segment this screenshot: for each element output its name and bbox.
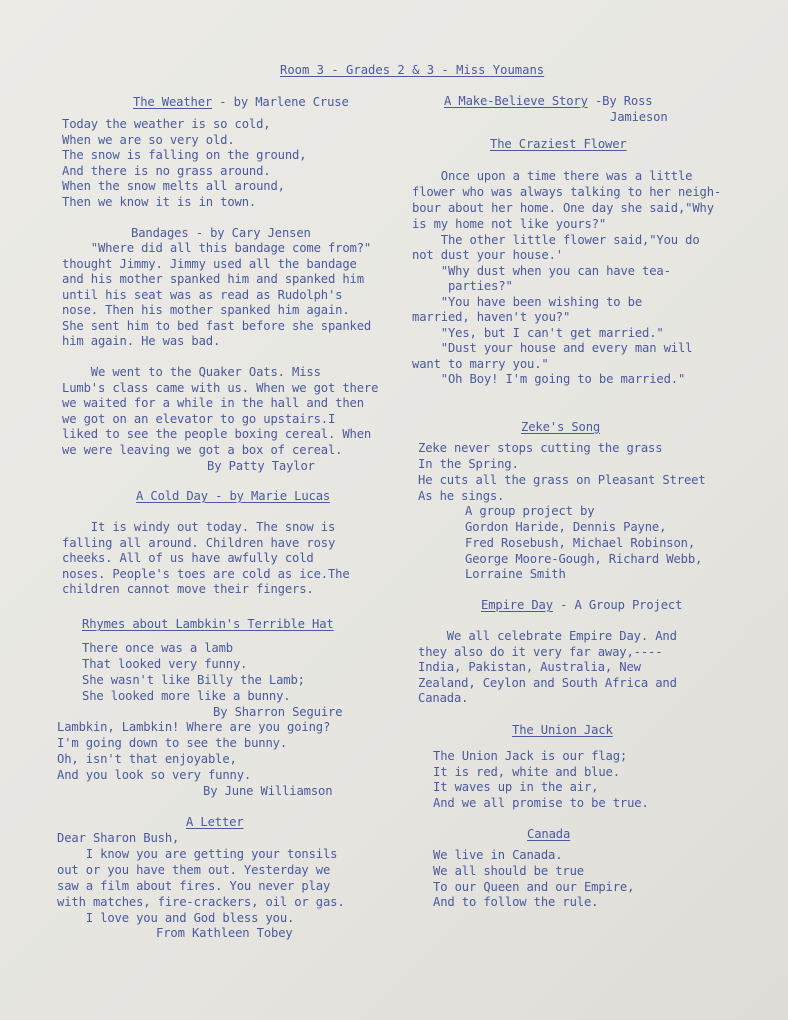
quaker-line: we got on an elevator to go upstairs.I bbox=[62, 412, 336, 426]
quaker-line: We went to the Quaker Oats. Miss bbox=[62, 365, 321, 379]
flower-line: The other little flower said,"You do bbox=[412, 233, 700, 247]
quaker-line: Lumb's class came with us. When we got there bbox=[62, 381, 379, 395]
bandages-line: until his seat was as read as Rudolph's bbox=[62, 288, 343, 302]
empire-line: India, Pakistan, Australia, New bbox=[418, 660, 641, 674]
zeke-line: As he sings. bbox=[418, 489, 505, 503]
union-line: The Union Jack is our flag; bbox=[433, 749, 628, 763]
quaker-line: liked to see the people boxing cereal. When bbox=[62, 427, 372, 441]
empire-subtitle: - A Group Project bbox=[552, 598, 683, 612]
weather-byline: - by Marlene Cruse bbox=[212, 95, 349, 109]
zeke-credit-line: Lorraine Smith bbox=[465, 567, 566, 581]
zeke-title: Zeke's Song bbox=[521, 420, 601, 434]
canada-line: We live in Canada. bbox=[433, 848, 563, 862]
flower-line: want to marry you." bbox=[412, 357, 549, 371]
coldday-line: falling all around. Children have rosy bbox=[62, 536, 336, 550]
letter-line: I know you are getting your tonsils bbox=[57, 847, 338, 861]
letter-line: Dear Sharon Bush, bbox=[57, 831, 180, 845]
rhymes-title: Rhymes about Lambkin's Terrible Hat bbox=[82, 617, 334, 631]
weather-line: Then we know it is in town. bbox=[62, 195, 257, 209]
weather-line: When we are so very old. bbox=[62, 133, 235, 147]
empire-line: We all celebrate Empire Day. And bbox=[418, 629, 677, 643]
flower-title: The Craziest Flower bbox=[490, 137, 627, 151]
coldday-line: children cannot move their fingers. bbox=[62, 582, 314, 596]
rhymes-verse1-line: That looked very funny. bbox=[82, 657, 248, 671]
bandages-title: Bandages - by Cary Jensen bbox=[131, 226, 311, 240]
flower-line: "Why dust when you can have tea- bbox=[412, 264, 671, 278]
rhymes-verse2-line: And you look so very funny. bbox=[57, 768, 252, 782]
zeke-line: He cuts all the grass on Pleasant Street bbox=[418, 473, 706, 487]
canada-title: Canada bbox=[527, 827, 571, 841]
canada-line: We all should be true bbox=[433, 864, 584, 878]
empire-line: Canada. bbox=[418, 691, 469, 705]
rhymes-verse1-line: She wasn't like Billy the Lamb; bbox=[82, 673, 305, 687]
letter-line: saw a film about fires. You never play bbox=[57, 879, 331, 893]
flower-line: not dust your house.' bbox=[412, 248, 563, 262]
flower-line: is my home not like yours?" bbox=[412, 217, 607, 231]
quaker-line: we were leaving we got a box of cereal. bbox=[62, 443, 343, 457]
quaker-byline: By Patty Taylor bbox=[207, 459, 315, 473]
letter-title: A Letter bbox=[186, 815, 244, 829]
rhymes-verse2-line: Oh, isn't that enjoyable, bbox=[57, 752, 237, 766]
flower-line: "Oh Boy! I'm going to be married." bbox=[412, 372, 686, 386]
union-line: It is red, white and blue. bbox=[433, 765, 620, 779]
weather-line: Today the weather is so cold, bbox=[62, 117, 271, 131]
rhymes-byline2: By June Williamson bbox=[203, 784, 333, 798]
makebelieve-heading bbox=[444, 94, 652, 110]
flower-line: "Yes, but I can't get married." bbox=[412, 326, 664, 340]
letter-byline: From Kathleen Tobey bbox=[156, 926, 293, 940]
coldday-line: noses. People's toes are cold as ice.The bbox=[62, 567, 350, 581]
empire-heading bbox=[481, 598, 682, 614]
makebelieve-title: A Make-Believe Story bbox=[444, 94, 588, 108]
flower-line: parties?" bbox=[412, 279, 513, 293]
zeke-credit-line: George Moore-Gough, Richard Webb, bbox=[465, 552, 703, 566]
bandages-line: thought Jimmy. Jimmy used all the bandage bbox=[62, 257, 357, 271]
flower-line: married, haven't you?" bbox=[412, 310, 571, 324]
weather-line: The snow is falling on the ground, bbox=[62, 148, 307, 162]
canada-line: To our Queen and our Empire, bbox=[433, 880, 635, 894]
zeke-line: Zeke never stops cutting the grass bbox=[418, 441, 663, 455]
empire-title: Empire Day bbox=[481, 598, 553, 612]
makebelieve-author: Jamieson bbox=[610, 110, 668, 124]
bandages-line: him again. He was bad. bbox=[62, 334, 221, 348]
letter-line: out or you have them out. Yesterday we bbox=[57, 863, 331, 877]
union-line: And we all promise to be true. bbox=[433, 796, 649, 810]
union-line: It waves up in the air, bbox=[433, 780, 599, 794]
zeke-credit-line: Gordon Haride, Dennis Payne, bbox=[465, 520, 667, 534]
flower-line: bour about her home. One day she said,"Why bbox=[412, 201, 714, 215]
letter-line: I love you and God bless you. bbox=[57, 911, 295, 925]
rhymes-verse1-line: There once was a lamb bbox=[82, 641, 233, 655]
zeke-line: In the Spring. bbox=[418, 457, 519, 471]
bandages-line: "Where did all this bandage come from?" bbox=[62, 241, 372, 255]
empire-line: they also do it very far away,---- bbox=[418, 645, 663, 659]
page-header: Room 3 - Grades 2 & 3 - Miss Youmans bbox=[280, 63, 545, 77]
rhymes-byline1: By Sharron Seguire bbox=[213, 705, 343, 719]
rhymes-verse2-line: Lambkin, Lambkin! Where are you going? bbox=[57, 720, 331, 734]
bandages-line: and his mother spanked him and spanked him bbox=[62, 272, 364, 286]
weather-heading bbox=[133, 95, 349, 111]
bandages-line: nose. Then his mother spanked him again. bbox=[62, 303, 350, 317]
coldday-title: A Cold Day - by Marie Lucas bbox=[136, 489, 331, 503]
rhymes-verse2-line: I'm going down to see the bunny. bbox=[57, 736, 287, 750]
weather-line: And there is no grass around. bbox=[62, 164, 271, 178]
weather-line: When the snow melts all around, bbox=[62, 179, 285, 193]
flower-line: "Dust your house and every man will bbox=[412, 341, 693, 355]
flower-line: flower who was always talking to her neigh- bbox=[412, 185, 722, 199]
quaker-line: we waited for a while in the hall and then bbox=[62, 396, 364, 410]
makebelieve-byline: -By Ross bbox=[587, 94, 653, 108]
flower-line: Once upon a time there was a little bbox=[412, 169, 693, 183]
empire-line: Zealand, Ceylon and South Africa and bbox=[418, 676, 677, 690]
coldday-line: It is windy out today. The snow is bbox=[62, 520, 336, 534]
bandages-line: She sent him to bed fast before she spanked bbox=[62, 319, 372, 333]
flower-line: "You have been wishing to be bbox=[412, 295, 642, 309]
coldday-line: cheeks. All of us have awfully cold bbox=[62, 551, 314, 565]
canada-line: And to follow the rule. bbox=[433, 895, 599, 909]
zeke-credit-line: A group project by bbox=[465, 504, 595, 518]
zeke-credit-line: Fred Rosebush, Michael Robinson, bbox=[465, 536, 695, 550]
weather-title: The Weather bbox=[133, 95, 213, 109]
letter-line: with matches, fire-crackers, oil or gas. bbox=[57, 895, 345, 909]
union-title: The Union Jack bbox=[512, 723, 613, 737]
rhymes-verse1-line: She looked more like a bunny. bbox=[82, 689, 291, 703]
